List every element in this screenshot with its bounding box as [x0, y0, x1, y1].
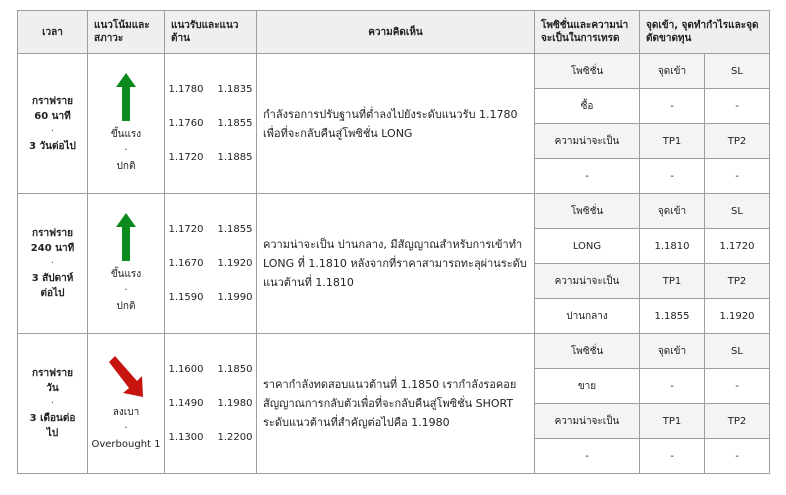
sub-cell: ขาย: [535, 369, 640, 404]
timeframe-line: กราฟราย: [32, 95, 73, 107]
comment-cell: ราคากำลังทดสอบแนวต้านที่ 1.1850 เรากำลังรอคอยสัญญาณการกลับตัวเพื่อที่จะกลับคืนสู่โพซิชั่น SHORT ระดับแนวต้านที่สำคัญต่อไปคือ 1.1980: [257, 334, 535, 474]
trend-cell: [88, 334, 165, 474]
support-value: 1.1300: [168, 432, 204, 443]
sub-cell: -: [705, 369, 770, 404]
sub-cell: จุดเข้า: [640, 334, 705, 369]
level-pair: [165, 107, 256, 141]
header-trend: แนวโน้มและสภาวะ: [88, 11, 165, 54]
horizon-line: 3 เดือนต่อ: [29, 413, 76, 424]
sub-cell: ความน่าจะเป็น: [535, 264, 640, 299]
horizon-line: 3 สัปดาห์: [31, 273, 74, 284]
separator-dot: ·: [124, 144, 128, 156]
table-row: [18, 54, 770, 89]
resistance-value: 1.1980: [217, 398, 253, 409]
resistance-value: 1.1920: [217, 258, 253, 269]
trend-label: ขึ้นแรง: [110, 128, 142, 140]
separator-dot: ·: [50, 125, 55, 137]
separator-dot: ·: [124, 422, 128, 434]
timeframe-line: กราฟราย: [32, 228, 73, 239]
support-value: 1.1670: [168, 258, 204, 269]
sub-cell: จุดเข้า: [640, 54, 705, 89]
timeframe-cell: [18, 334, 88, 474]
sub-cell: LONG: [535, 229, 640, 264]
support-value: 1.1590: [168, 292, 204, 303]
separator-dot: ·: [50, 398, 55, 409]
level-pair: [165, 387, 256, 421]
sub-cell: TP1: [640, 404, 705, 439]
timeframe-cell: [18, 54, 88, 194]
table-row: [18, 194, 770, 229]
sub-cell: SL: [705, 194, 770, 229]
sub-cell: ความน่าจะเป็น: [535, 124, 640, 159]
comment-cell: ความน่าจะเป็น ปานกลาง, มีสัญญาณสำหรับการเข้าทำ LONG ที่ 1.1810 หลังจากที่ราคาสามารถทะลุผ่านระดับแนวต้านที่ 1.1810: [257, 194, 535, 334]
up-arrow-icon: [116, 213, 136, 261]
sub-cell: -: [705, 439, 770, 474]
header-position: โพซิชั่นและความน่าจะเป็นในการเทรด: [535, 11, 640, 54]
sub-cell: -: [640, 369, 705, 404]
header-entry: จุดเข้า, จุดทำกำไรและจุดตัดขาดทุน: [640, 11, 770, 54]
trend-arrow: [88, 355, 164, 399]
resistance-value: 1.1850: [217, 364, 253, 375]
sub-cell: -: [705, 159, 770, 194]
level-pair: [165, 281, 256, 315]
sub-cell: โพซิชั่น: [535, 334, 640, 369]
level-pair: [165, 141, 256, 175]
timeframe-line: 240 นาที: [30, 243, 75, 254]
levels-cell: [165, 194, 257, 334]
level-pair: [165, 213, 256, 247]
sub-cell: โพซิชั่น: [535, 194, 640, 229]
level-pair: [165, 421, 256, 455]
header-row: [18, 11, 770, 54]
separator-dot: ·: [124, 284, 128, 296]
trend-arrow: [88, 213, 164, 261]
support-value: 1.1720: [168, 224, 204, 235]
sub-cell: TP2: [705, 124, 770, 159]
trend-label: ขึ้นแรง: [110, 268, 142, 280]
trend-cell: [88, 54, 165, 194]
resistance-value: 1.1885: [217, 152, 253, 163]
support-value: 1.1600: [168, 364, 204, 375]
horizon-line: ไป: [46, 428, 59, 439]
level-pair: [165, 353, 256, 387]
support-value: 1.1720: [168, 152, 204, 163]
sub-cell: TP1: [640, 264, 705, 299]
sub-cell: TP1: [640, 124, 705, 159]
sub-cell: -: [535, 159, 640, 194]
header-time: เวลา: [18, 11, 88, 54]
separator-dot: ·: [50, 258, 55, 269]
sub-cell: SL: [705, 54, 770, 89]
levels-cell: [165, 54, 257, 194]
support-value: 1.1760: [168, 118, 204, 129]
sub-cell: -: [535, 439, 640, 474]
sub-cell: -: [640, 89, 705, 124]
sub-cell: 1.1920: [705, 299, 770, 334]
horizon-line: ต่อไป: [40, 288, 65, 299]
level-pair: [165, 73, 256, 107]
sub-cell: SL: [705, 334, 770, 369]
resistance-value: 1.1990: [217, 292, 253, 303]
down-right-arrow-icon: [107, 355, 145, 399]
support-value: 1.1780: [168, 84, 204, 95]
trend-arrow: [88, 73, 164, 121]
signals-table-container: [17, 10, 769, 474]
sub-cell: 1.1720: [705, 229, 770, 264]
condition-label: Overbought 1: [91, 438, 161, 450]
comment-cell: กำลังรอการปรับฐานที่ต่ำลงไปยังระดับแนวรับ 1.1780 เพื่อที่จะกลับคืนสู่โพซิชั่น LONG: [257, 54, 535, 194]
timeframe-line: วัน: [46, 383, 59, 394]
header-levels: แนวรับและแนวต้าน: [165, 11, 257, 54]
condition-label: ปกติ: [116, 160, 136, 172]
signals-table: [17, 10, 770, 474]
header-comment: ความคิดเห็น: [257, 11, 535, 54]
sub-cell: ปานกลาง: [535, 299, 640, 334]
sub-cell: -: [640, 159, 705, 194]
up-arrow-icon: [116, 73, 136, 121]
sub-cell: TP2: [705, 404, 770, 439]
sub-cell: TP2: [705, 264, 770, 299]
timeframe-line: 60 นาที: [34, 110, 71, 122]
sub-cell: จุดเข้า: [640, 194, 705, 229]
timeframe-cell: [18, 194, 88, 334]
table-row: [18, 334, 770, 369]
resistance-value: 1.1835: [217, 84, 253, 95]
trend-label: ลงเบา: [112, 406, 140, 418]
sub-cell: 1.1810: [640, 229, 705, 264]
resistance-value: 1.1855: [217, 224, 253, 235]
trend-cell: [88, 194, 165, 334]
support-value: 1.1490: [168, 398, 204, 409]
sub-cell: ความน่าจะเป็น: [535, 404, 640, 439]
sub-cell: โพซิชั่น: [535, 54, 640, 89]
sub-cell: 1.1855: [640, 299, 705, 334]
condition-label: ปกติ: [116, 300, 136, 312]
sub-cell: ซื้อ: [535, 89, 640, 124]
sub-cell: -: [705, 89, 770, 124]
sub-cell: -: [640, 439, 705, 474]
timeframe-line: กราฟราย: [32, 368, 73, 379]
resistance-value: 1.1855: [217, 118, 253, 129]
horizon-line: 3 วันต่อไป: [29, 140, 76, 152]
level-pair: [165, 247, 256, 281]
levels-cell: [165, 334, 257, 474]
resistance-value: 1.2200: [217, 432, 253, 443]
